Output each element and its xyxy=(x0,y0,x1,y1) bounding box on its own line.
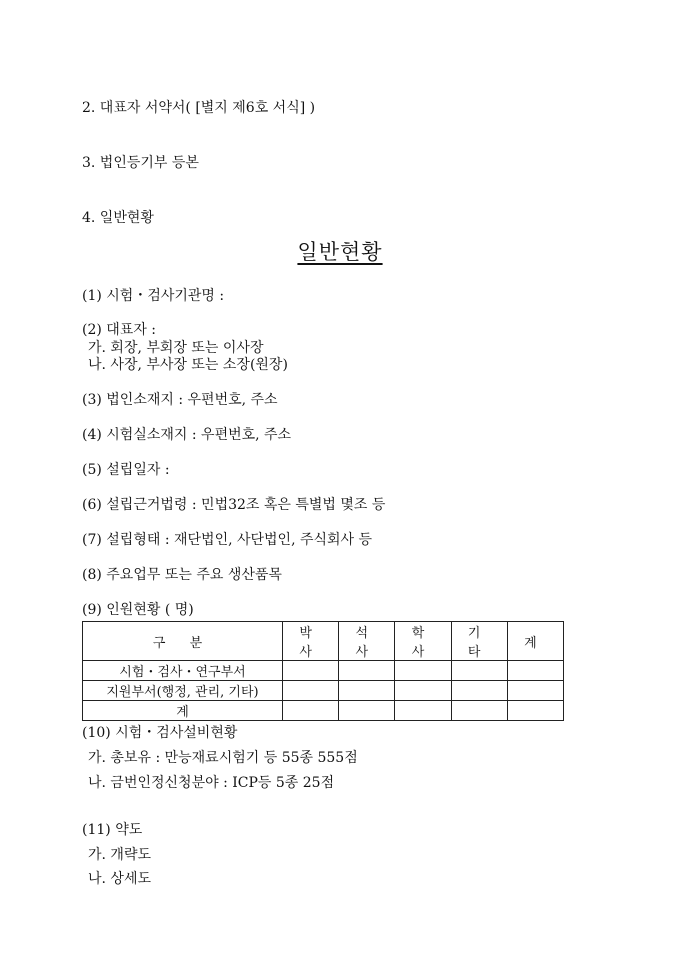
staff-table xyxy=(82,621,564,721)
table-cell xyxy=(283,701,339,721)
header-phd: 박 사 xyxy=(283,622,339,661)
section-3-corporate-address: (3) 법인소재지 : 우편번호, 주소 xyxy=(82,392,278,408)
table-cell xyxy=(339,681,395,701)
section-2-sub-b: 나. 사장, 부사장 또는 소장(원장) xyxy=(88,357,288,373)
table-cell xyxy=(451,681,507,701)
section-2-sub-a: 가. 회장, 부회장 또는 이사장 xyxy=(88,340,264,356)
item-2-representative-pledge: 2. 대표자 서약서( [별지 제6호 서식] ) xyxy=(82,100,316,116)
item-4-general-status: 4. 일반현황 xyxy=(82,210,154,226)
page-title: 일반현황 xyxy=(297,240,383,264)
table-cell xyxy=(507,701,563,721)
section-1-institution-name: (1) 시험・검사기관명 : xyxy=(82,288,225,304)
item-3-corporate-registry: 3. 법인등기부 등본 xyxy=(82,155,199,171)
table-cell xyxy=(339,661,395,681)
header-bachelors: 학 사 xyxy=(395,622,451,661)
section-2-representative: (2) 대표자 : xyxy=(82,322,157,338)
header-masters: 석 사 xyxy=(339,622,395,661)
table-cell xyxy=(339,701,395,721)
row-label-total: 계 xyxy=(83,701,283,721)
table-row xyxy=(83,701,564,721)
table-cell xyxy=(395,701,451,721)
section-9-staff-status: (9) 인원현황 ( 명) xyxy=(82,602,194,618)
table-cell xyxy=(451,701,507,721)
table-row xyxy=(83,661,564,681)
row-label-testing-dept: 시험・검사・연구부서 xyxy=(83,661,283,681)
staff-table-header-row xyxy=(83,622,564,661)
header-category: 구 분 xyxy=(83,622,283,661)
section-10-equipment-status: (10) 시험・검사설비현황 xyxy=(82,725,238,741)
section-5-establishment-date: (5) 설립일자 : xyxy=(82,462,170,478)
section-10-sub-b: 나. 금번인정신청분야 : ICP등 5종 25점 xyxy=(88,775,335,791)
row-label-support-dept: 지원부서(행정, 관리, 기타) xyxy=(83,681,283,701)
table-cell xyxy=(395,681,451,701)
table-cell xyxy=(395,661,451,681)
section-7-establishment-type: (7) 설립형태 : 재단법인, 사단법인, 주식회사 등 xyxy=(82,532,373,548)
header-total: 계 xyxy=(507,622,563,661)
table-row xyxy=(83,681,564,701)
section-11-map: (11) 약도 xyxy=(82,822,143,838)
section-4-lab-address: (4) 시험실소재지 : 우편번호, 주소 xyxy=(82,427,292,443)
section-11-sub-b: 나. 상세도 xyxy=(88,871,151,887)
table-cell xyxy=(451,661,507,681)
table-cell xyxy=(283,661,339,681)
section-6-legal-basis: (6) 설립근거법령 : 민법32조 혹은 특별법 몇조 등 xyxy=(82,497,386,513)
table-cell xyxy=(283,681,339,701)
header-other: 기 타 xyxy=(451,622,507,661)
section-10-sub-a: 가. 총보유 : 만능재료시험기 등 55종 555점 xyxy=(88,750,358,766)
table-cell xyxy=(507,681,563,701)
table-cell xyxy=(507,661,563,681)
section-8-main-business: (8) 주요업무 또는 주요 생산품목 xyxy=(82,567,282,583)
section-11-sub-a: 가. 개략도 xyxy=(88,847,151,863)
